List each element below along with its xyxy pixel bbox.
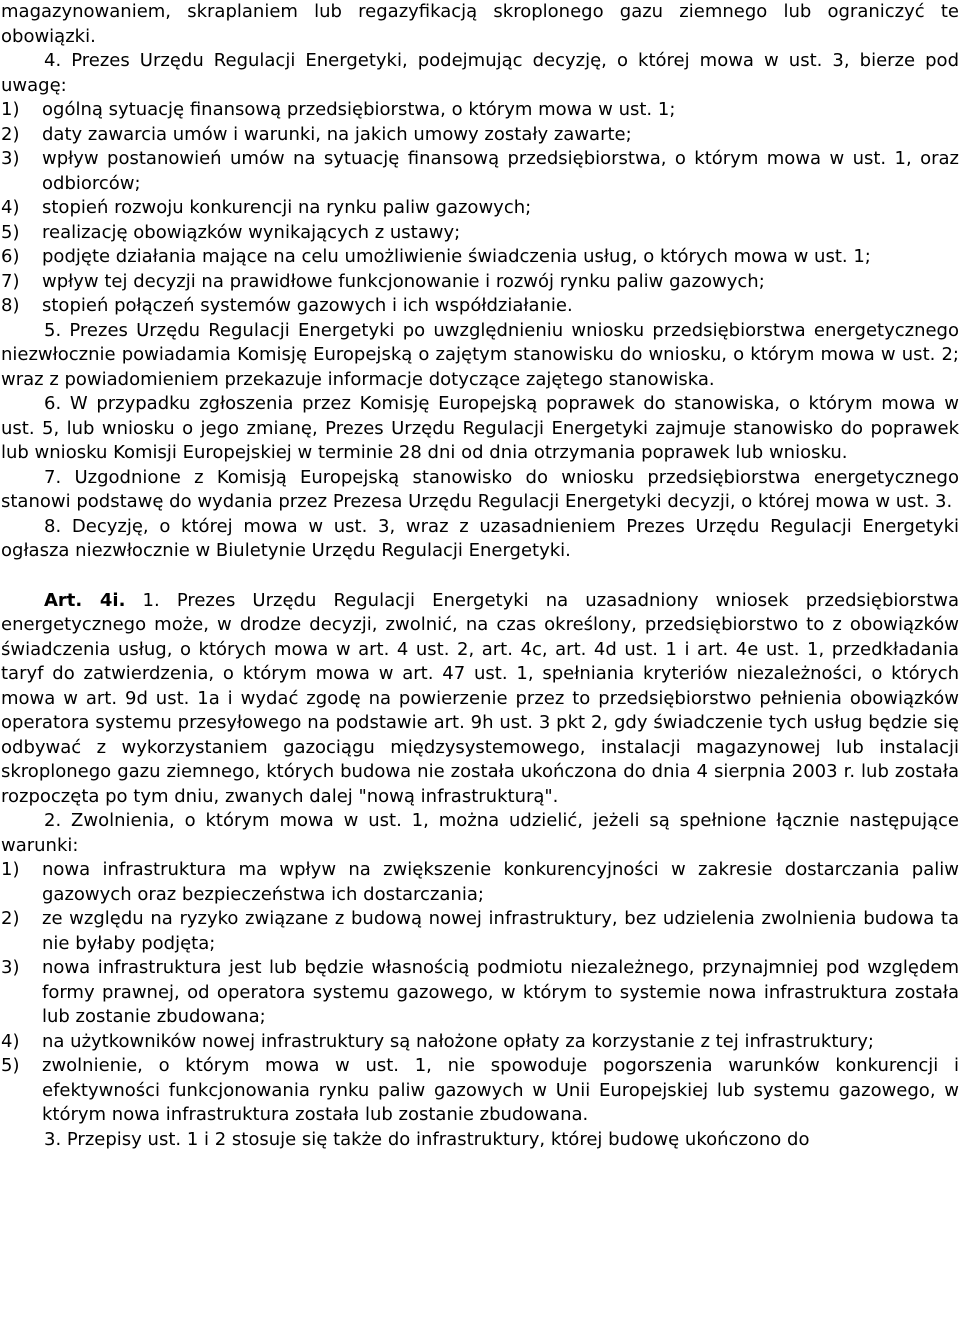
list-item-number: 3): [1, 148, 20, 169]
list-item: [1, 98, 959, 123]
paragraph-5: 5. Prezes Urzędu Regulacji Energetyki po uwzględnieniu wniosku przedsiębiorstwa energetycznego niezwłocznie powiadamia Komisję Europejską o zajętym stanowisku do wniosku, o którym mowa w ust. 2; wraz z powiadomieniem przekazuje informacje dotyczące zajętego stanowiska.: [1, 319, 959, 390]
list-item: [1, 123, 959, 148]
list-item-text: nowa infrastruktura ma wpływ na zwiększenie konkurencyjności w zakresie dostarczania paliw gazowych oraz bezpieczeństwa ich dostarczania;: [42, 859, 959, 905]
list-item: [1, 294, 959, 319]
paragraph-continuation: magazynowaniem, skraplaniem lub regazyfikacją skroplonego gazu ziemnego lub ograniczyć te obowiązki.: [1, 1, 959, 47]
list-item: [1, 1030, 959, 1055]
article-4i-paragraph-1: [1, 589, 959, 810]
list-item-number: 2): [1, 908, 20, 929]
list-item-number: 4): [1, 197, 20, 218]
list-item-number: 5): [1, 1055, 20, 1076]
list-item-text: wpływ tej decyzji na prawidłowe funkcjonowanie i rozwój rynku paliw gazowych;: [42, 270, 765, 292]
list-item-text: stopień rozwoju konkurencji na rynku paliw gazowych;: [42, 197, 532, 218]
list-item-text: ogólną sytuację finansową przedsiębiorstwa, o którym mowa w ust. 1;: [42, 99, 676, 120]
article-label: Art. 4i.: [44, 589, 126, 611]
intro-list: [1, 98, 959, 319]
paragraph-8: 8. Decyzję, o której mowa w ust. 3, wraz z uzasadnieniem Prezes Urzędu Regulacji Energetyki ogłasza niezwłocznie w Biuletynie Urzędu Regulacji Energetyki.: [1, 515, 959, 561]
list-item: [1, 956, 959, 1030]
list-item-text: zwolnienie, o którym mowa w ust. 1, nie spowoduje pogorszenia warunków konkurencji i efektywności funkcjonowania rynku paliw gazowych w Unii Europejskiej lub systemu gazowego, w którym nowa infrastruktura została lub zostanie zbudowana.: [42, 1055, 959, 1125]
list-item: [1, 858, 959, 907]
paragraph-6: 6. W przypadku zgłoszenia przez Komisję Europejską poprawek do stanowiska, o którym mowa w ust. 5, lub wniosku o jego zmianę, Prezes Urzędu Regulacji Energetyki zajmuje stanowisko do poprawek lub wniosku Komisji Europejskiej w terminie 28 dni od dnia otrzymania poprawek lub wniosku.: [1, 393, 959, 463]
list-item-text: podjęte działania mające na celu umożliwienie świadczenia usług, o których mowa w ust. 1;: [42, 246, 871, 267]
list-item-text: wpływ postanowień umów na sytuację finansową przedsiębiorstwa, o którym mowa w ust. 1, oraz odbiorców;: [42, 148, 959, 194]
list-item-text: stopień połączeń systemów gazowych i ich współdziałanie.: [42, 295, 573, 316]
section-gap: [1, 564, 959, 589]
list-item-number: 7): [1, 270, 20, 292]
list-item: [1, 196, 959, 221]
list-item-text: realizację obowiązków wynikających z ustawy;: [42, 221, 461, 243]
list-item-number: 4): [1, 1030, 20, 1052]
list-item: [1, 1054, 959, 1128]
list-item-number: 1): [1, 859, 20, 880]
list-item: [1, 221, 959, 246]
list-item-number: 8): [1, 295, 20, 316]
article-4i-paragraph-3: 3. Przepisy ust. 1 i 2 stosuje się także do infrastruktury, której budowę ukończono do: [44, 1128, 810, 1150]
list-item-number: 5): [1, 221, 20, 243]
list-item-number: 3): [1, 957, 20, 978]
article-paragraph-1-text: 1. Prezes Urzędu Regulacji Energetyki na uzasadniony wniosek przedsiębiorstwa energetycznego może, w drodze decyzji, zwolnić, na czas określony, przedsiębiorstwo to z obowiązków świadczenia usług, o których mowa w art. 4 ust. 2, art. 4c, art. 4d ust. 1 i art. 4e ust. 1, przedkładania taryf do zatwierdzenia, o którym mowa w art. 47 ust. 1, spełniania kryteriów niezależności, o których mowa w art. 9d ust. 1a i wydać zgodę na powierzenie przez to przedsiębiorstwo pełnienia obowiązków operatora systemu przesyłowego na podstawie art. 9h ust. 3 pkt 2, gdy świadczenie tych usług będzie się odbywać z wykorzystaniem gazociągu międzysystemowego, instalacji magazynowej lub instalacji skroplonego gazu ziemnego, których budowa nie została ukończona do dnia 4 sierpnia 2003 r. lub została rozpoczęta po tym dniu, zwanych dalej "nową infrastrukturą".: [1, 589, 959, 807]
list-item-text: daty zawarcia umów i warunki, na jakich umowy zostały zawarte;: [42, 123, 632, 145]
paragraph-7: 7. Uzgodnione z Komisją Europejską stanowisko do wniosku przedsiębiorstwa energetycznego stanowi podstawę do wydania przez Prezesa Urzędu Regulacji Energetyki decyzji, o której mowa w ust. 3.: [1, 466, 959, 512]
paragraph-4: 4. Prezes Urzędu Regulacji Energetyki, podejmując decyzję, o której mowa w ust. 3, bierze pod uwagę:: [1, 50, 959, 96]
list-item-text: nowa infrastruktura jest lub będzie własnością podmiotu niezależnego, przynajmniej pod względem formy prawnej, od operatora systemu gazowego, w którym to systemie nowa infrastruktura została lub zostanie zbudowana;: [42, 957, 959, 1027]
list-item-number: 1): [1, 99, 20, 120]
list-item: [1, 907, 959, 956]
list-item-text: ze względu na ryzyko związane z budową nowej infrastruktury, bez udzielenia zwolnienia budowa ta nie byłaby podjęta;: [42, 908, 959, 954]
list-item: [1, 245, 959, 270]
article-list: [1, 858, 959, 1128]
list-item-text: na użytkowników nowej infrastruktury są nałożone opłaty za korzystanie z tej infrastruktury;: [42, 1030, 874, 1052]
article-4i-paragraph-2: 2. Zwolnienia, o którym mowa w ust. 1, można udzielić, jeżeli są spełnione łącznie następujące warunki:: [1, 810, 959, 856]
list-item: [1, 147, 959, 196]
list-item: [1, 270, 959, 295]
list-item-number: 2): [1, 123, 20, 145]
list-item-number: 6): [1, 246, 20, 267]
